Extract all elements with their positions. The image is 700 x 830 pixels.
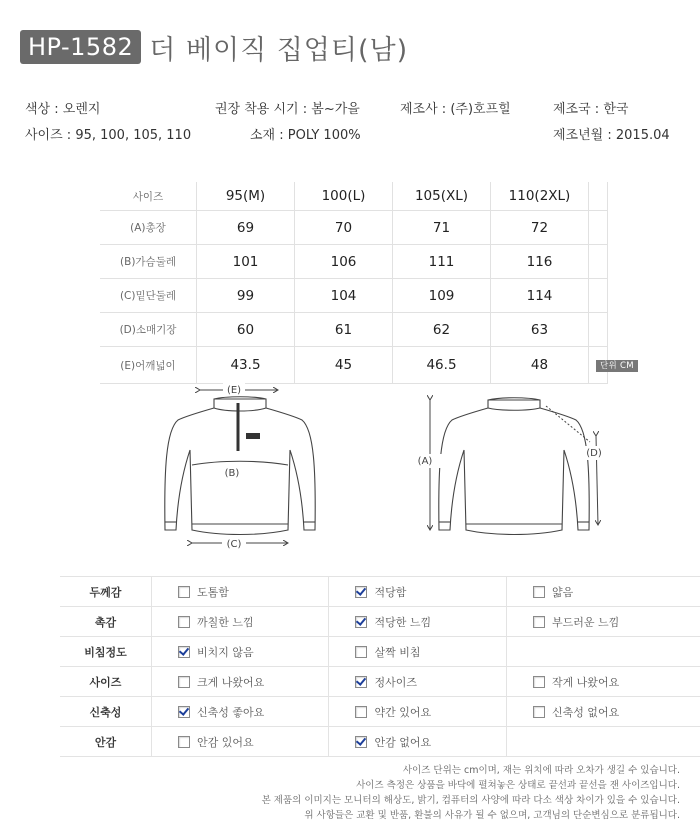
property-label: 안감 <box>60 727 151 757</box>
size-cell: 60 <box>197 313 295 347</box>
size-cell: 111 <box>393 245 491 279</box>
chest-logo-icon <box>246 433 260 439</box>
back-shirt-outline <box>439 400 589 535</box>
notes <box>262 763 680 823</box>
option-label: 비치지 않음 <box>196 645 254 659</box>
property-option[interactable] <box>151 667 328 697</box>
size-row-label: (A)총장 <box>100 211 197 245</box>
measure-a-label: (A) <box>417 456 433 467</box>
size-cell: 114 <box>491 279 589 313</box>
property-label: 두께감 <box>60 577 151 607</box>
back-collar-line <box>488 408 540 410</box>
size-cell: 45 <box>295 347 393 384</box>
note-line: 사이즈 측정은 상품을 바닥에 펼쳐놓은 상태로 끝선과 끝선을 잰 사이즈입니다. <box>356 780 680 791</box>
checkbox[interactable] <box>178 736 190 748</box>
size-row <box>100 211 608 245</box>
size-row-label: (C)밑단둘레 <box>100 279 197 313</box>
property-option[interactable] <box>329 607 506 637</box>
size-header-label: 사이즈 <box>100 182 197 211</box>
size-cell: 99 <box>197 279 295 313</box>
measurement-diagram <box>0 370 700 570</box>
checkbox[interactable] <box>178 676 190 688</box>
option-label: 적당한 느낌 <box>374 615 432 629</box>
measure-d-label: (D) <box>586 448 602 459</box>
property-option[interactable] <box>329 667 506 697</box>
size-row <box>100 245 608 279</box>
table-spacer <box>589 182 608 211</box>
note-line: 사이즈 단위는 cm이며, 재는 위치에 따라 오차가 생길 수 있습니다. <box>402 765 680 776</box>
product-header <box>20 30 408 64</box>
checkbox[interactable] <box>355 736 367 748</box>
properties-table <box>60 576 700 757</box>
checkbox[interactable] <box>533 706 545 718</box>
front-chest-panel <box>192 461 288 465</box>
checkbox[interactable] <box>178 616 190 628</box>
table-spacer <box>589 279 608 313</box>
measure-b-label: (B) <box>224 468 240 479</box>
size-cell: 116 <box>491 245 589 279</box>
size-cell: 48 <box>491 347 589 384</box>
property-label: 신축성 <box>60 697 151 727</box>
measure-e-label: (E) <box>226 385 242 396</box>
checkbox[interactable] <box>178 646 190 658</box>
property-option-empty <box>506 637 700 667</box>
size-cell: 101 <box>197 245 295 279</box>
option-label: 부드러운 느낌 <box>551 615 620 629</box>
property-option[interactable] <box>506 697 700 727</box>
info-date: 제조년월 : 2015.04 <box>553 128 670 143</box>
option-label: 크게 나왔어요 <box>196 675 265 689</box>
property-option[interactable] <box>329 637 506 667</box>
option-label: 도톰함 <box>196 585 229 599</box>
info-sizes: 사이즈 : 95, 100, 105, 110 <box>25 128 192 143</box>
size-column-header: 105(XL) <box>393 182 491 211</box>
table-spacer <box>589 211 608 245</box>
size-cell: 72 <box>491 211 589 245</box>
size-column-header: 100(L) <box>295 182 393 211</box>
info-country: 제조국 : 한국 <box>553 102 629 117</box>
size-cell: 106 <box>295 245 393 279</box>
property-row-lining <box>60 727 700 757</box>
unit-badge: 단위 CM <box>596 360 638 372</box>
size-cell: 62 <box>393 313 491 347</box>
checkbox[interactable] <box>355 586 367 598</box>
size-cell: 70 <box>295 211 393 245</box>
product-title: 더 베이직 집업티(남) <box>149 34 409 66</box>
property-label: 비침정도 <box>60 637 151 667</box>
property-option[interactable] <box>506 577 700 607</box>
size-cell: 109 <box>393 279 491 313</box>
property-label: 촉감 <box>60 607 151 637</box>
property-row-stretch <box>60 697 700 727</box>
size-cell: 43.5 <box>197 347 295 384</box>
size-table-header-row <box>100 182 608 211</box>
table-spacer <box>589 313 608 347</box>
property-option[interactable] <box>151 607 328 637</box>
property-row-thickness <box>60 577 700 607</box>
property-row-texture <box>60 607 700 637</box>
property-option[interactable] <box>151 697 328 727</box>
option-label: 얇음 <box>551 585 574 599</box>
front-collar-inner <box>214 408 266 411</box>
checkbox[interactable] <box>355 706 367 718</box>
property-row-size <box>60 667 700 697</box>
checkbox[interactable] <box>533 586 545 598</box>
option-label: 안감 있어요 <box>196 735 254 749</box>
option-label: 안감 없어요 <box>374 735 432 749</box>
measure-d-dash <box>546 406 590 442</box>
size-row <box>100 313 608 347</box>
note-line: 본 제품의 이미지는 모니터의 해상도, 밝기, 컴퓨터의 사양에 따라 다소 색상 차이가 있을 수 있습니다. <box>261 795 680 806</box>
size-row-label: (B)가슴둘레 <box>100 245 197 279</box>
product-code-badge: HP-1582 <box>20 30 141 64</box>
option-label: 작게 나왔어요 <box>551 675 620 689</box>
property-row-transparency <box>60 637 700 667</box>
property-label: 사이즈 <box>60 667 151 697</box>
checkbox[interactable] <box>533 676 545 688</box>
info-maker: 제조사 : (주)호프힐 <box>400 102 511 117</box>
size-cell: 61 <box>295 313 393 347</box>
note-line: 위 사항들은 교환 및 반품, 환불의 사유가 될 수 없으며, 고객님의 단순변심으로 분류됩니다. <box>304 810 680 821</box>
option-label: 적당함 <box>374 585 407 599</box>
info-color: 색상 : 오렌지 <box>25 102 101 117</box>
checkbox[interactable] <box>355 676 367 688</box>
checkbox[interactable] <box>178 706 190 718</box>
property-option[interactable] <box>506 607 700 637</box>
property-option[interactable] <box>151 637 328 667</box>
option-label: 정사이즈 <box>374 675 417 689</box>
size-cell: 63 <box>491 313 589 347</box>
property-option[interactable] <box>151 577 328 607</box>
property-option[interactable] <box>506 667 700 697</box>
checkbox[interactable] <box>533 616 545 628</box>
table-spacer <box>589 245 608 279</box>
property-option[interactable] <box>151 727 328 757</box>
property-option[interactable] <box>329 697 506 727</box>
size-column-header: 95(M) <box>197 182 295 211</box>
size-row-label: (D)소매기장 <box>100 313 197 347</box>
size-cell: 69 <box>197 211 295 245</box>
option-label: 살짝 비침 <box>374 645 421 659</box>
option-label: 약간 있어요 <box>374 705 432 719</box>
front-shirt-outline <box>165 399 315 535</box>
checkbox[interactable] <box>355 616 367 628</box>
checkbox[interactable] <box>178 586 190 598</box>
property-option[interactable] <box>329 577 506 607</box>
property-option[interactable] <box>329 727 506 757</box>
size-row-label: (E)어깨넓이 <box>100 347 197 384</box>
checkbox[interactable] <box>355 646 367 658</box>
info-season: 권장 착용 시기 : 봄~가을 <box>215 102 360 117</box>
size-cell: 46.5 <box>393 347 491 384</box>
size-table <box>100 182 608 384</box>
size-cell: 71 <box>393 211 491 245</box>
option-label: 까칠한 느낌 <box>196 615 254 629</box>
size-column-header: 110(2XL) <box>491 182 589 211</box>
property-option-empty <box>506 727 700 757</box>
option-label: 신축성 좋아요 <box>196 705 265 719</box>
info-material: 소재 : POLY 100% <box>250 128 361 143</box>
measure-c-label: (C) <box>226 539 242 550</box>
option-label: 신축성 없어요 <box>551 705 620 719</box>
size-row <box>100 279 608 313</box>
size-cell: 104 <box>295 279 393 313</box>
